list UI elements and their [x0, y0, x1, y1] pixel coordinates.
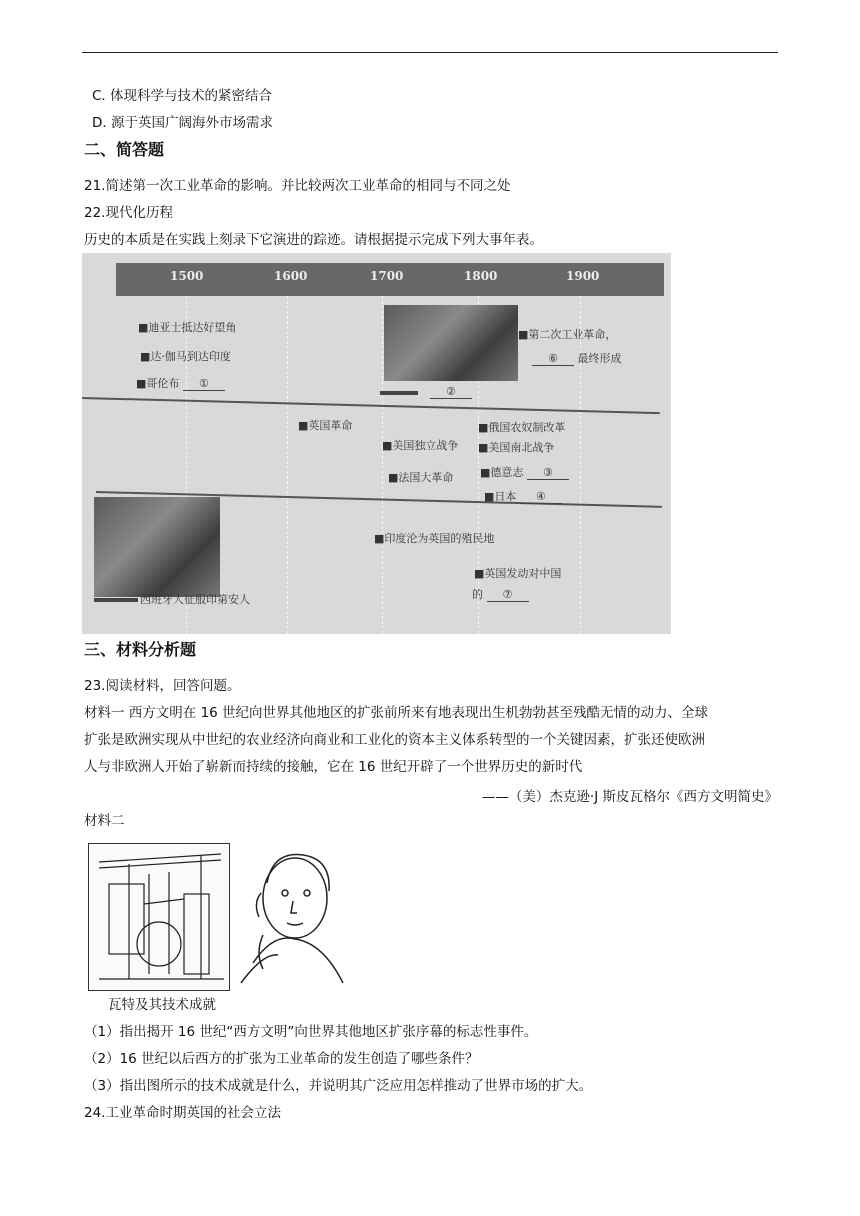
year-label: 1700 — [370, 269, 404, 283]
event-second-industrial-suffix: 最终形成 — [577, 352, 622, 365]
question-21: 21.简述第一次工业革命的影响。并比较两次工业革命的相同与不同之处 — [84, 178, 511, 194]
option-d: D. 源于英国广阔海外市场需求 — [92, 115, 273, 131]
option-c: C. 体现科学与技术的紧密结合 — [92, 88, 273, 104]
event-us-independence: ■美国独立战争 — [382, 439, 459, 452]
row-divider — [82, 397, 660, 414]
material-1-source: ——（美）杰克逊·J 斯皮瓦格尔《西方文明简史》 — [481, 789, 778, 805]
event-us-civil-war: ■美国南北战争 — [478, 441, 555, 454]
blank-2-value: ② — [430, 385, 472, 399]
event-second-industrial-line2 — [532, 350, 622, 366]
sub-question-2: （2）16 世纪以后西方的扩张为工业革命的发生创造了哪些条件？ — [84, 1051, 479, 1067]
section-3-heading: 三、材料分析题 — [84, 640, 197, 659]
event-english-revolution: ■英国革命 — [298, 419, 353, 432]
steam-engine-drawing — [88, 843, 230, 991]
section-2-heading: 二、简答题 — [84, 140, 165, 159]
blank-7: ⑦ — [487, 588, 529, 602]
question-23: 23.阅读材料，回答问题。 — [84, 678, 241, 694]
material-2-label: 材料二 — [84, 813, 125, 829]
sub-question-3: （3）指出图所示的技术成就是什么，并说明其广泛应用怎样推动了世界市场的扩大。 — [84, 1078, 593, 1094]
event-columbus-text: ■哥伦布 — [136, 377, 180, 390]
event-japan-text: ■日本 — [484, 490, 517, 503]
material-1-line-1: 材料一 西方文明在 16 世纪向世界其他地区的扩张前所来有地表现出生机勃勃甚至残酷无情的动力、全球 — [84, 705, 709, 721]
year-label: 1500 — [170, 269, 204, 283]
event-britain-china-line2 — [472, 586, 529, 602]
photo-caption-bar — [380, 391, 418, 395]
conquest-photo — [94, 497, 220, 597]
event-germany-text: ■德意志 — [480, 466, 524, 479]
industrial-photo — [384, 305, 518, 381]
event-gama: ■达·伽马到达印度 — [140, 350, 231, 363]
year-label: 1600 — [274, 269, 308, 283]
conquest-caption: 西班牙人征服印第安人 — [140, 593, 250, 606]
event-britain-china-prefix: 的 — [472, 588, 483, 601]
event-columbus — [136, 375, 225, 391]
event-dias: ■迪亚士抵达好望角 — [138, 321, 237, 334]
material-1-line-2: 扩张是欧洲实现从中世纪的农业经济向商业和工业化的资本主义体系转型的一个关键因素，扩张还使欧洲 — [84, 732, 705, 748]
photo-caption-bar — [94, 598, 138, 602]
event-india-colony: ■印度沦为英国的殖民地 — [374, 532, 495, 545]
header-rule — [82, 52, 778, 53]
year-label: 1900 — [566, 269, 600, 283]
event-britain-china: ■英国发动对中国 — [474, 567, 562, 580]
blank-2 — [430, 385, 472, 399]
event-russia-reform: ■俄国农奴制改革 — [478, 421, 566, 434]
grid-line — [382, 296, 383, 634]
sub-question-1: （1）指出揭开 16 世纪“西方文明”向世界其他地区扩张序幕的标志性事件。 — [84, 1024, 538, 1040]
grid-line — [580, 296, 581, 634]
timeline-figure — [82, 253, 671, 634]
grid-line — [287, 296, 288, 634]
event-second-industrial: ■第二次工业革命， — [518, 328, 617, 341]
question-22-intro: 历史的本质是在实践上刻录下它演进的踪迹。请根据提示完成下列大事年表。 — [84, 232, 543, 248]
watt-portrait — [233, 843, 361, 989]
material-1-line-3: 人与非欧洲人开始了崭新而持续的接触，它在 16 世纪开辟了一个世界历史的新时代 — [84, 759, 583, 775]
figure-caption: 瓦特及其技术成就 — [108, 997, 216, 1013]
event-germany — [480, 464, 569, 480]
event-japan — [484, 488, 562, 504]
blank-3: ③ — [527, 466, 569, 480]
year-label: 1800 — [464, 269, 498, 283]
event-french-revolution: ■法国大革命 — [388, 471, 454, 484]
blank-1: ① — [183, 377, 225, 391]
question-24: 24.工业革命时期英国的社会立法 — [84, 1105, 281, 1121]
blank-4: ④ — [520, 490, 562, 504]
question-22-title: 22.现代化历程 — [84, 205, 173, 221]
blank-6: ⑥ — [532, 352, 574, 366]
